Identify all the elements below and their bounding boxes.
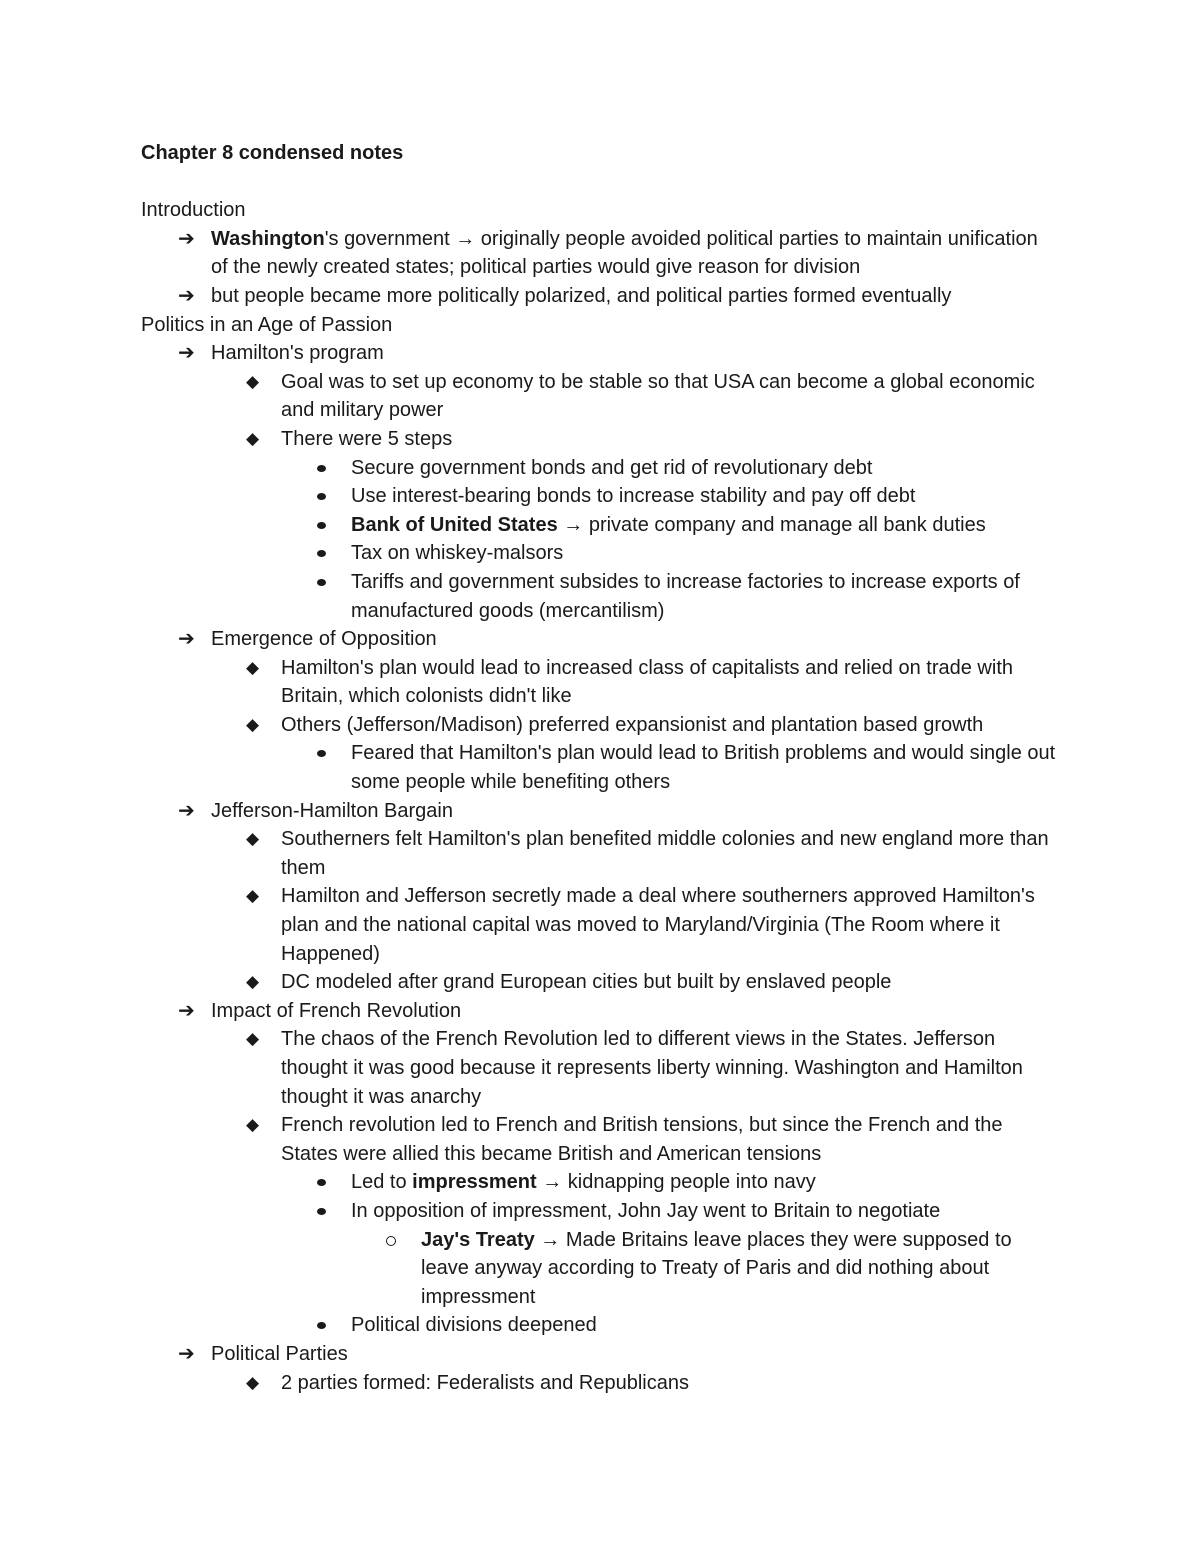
parties-sublist	[211, 1369, 1056, 1398]
list-item	[281, 739, 1056, 796]
bold-term: Washington	[211, 227, 325, 250]
diamond-bullet-icon: ◆	[246, 1115, 260, 1135]
list-item-text: → kidnapping people into navy	[536, 1171, 816, 1194]
diamond-bullet-icon: ◆	[246, 972, 260, 992]
list-item	[141, 997, 1056, 1340]
diamond-bullet-icon: ◆	[246, 886, 260, 906]
list-item	[351, 1226, 1056, 1312]
diamond-bullet-icon: ◆	[246, 1029, 260, 1049]
document-title: Chapter 8 condensed notes	[141, 142, 404, 164]
politics-list	[141, 339, 1056, 1397]
diamond-bullet-icon: ◆	[246, 657, 260, 677]
french-sublist	[211, 1025, 1056, 1340]
list-item-text: French revolution led to French and British tensions, but since the French and the States were allied this became British and American tensions	[281, 1114, 1003, 1165]
list-item-text: Others (Jefferson/Madison) preferred expansionist and plantation based growth	[281, 713, 984, 736]
list-item-text: → private company and manage all bank duties	[557, 513, 986, 536]
section-heading-introduction: Introduction	[141, 199, 246, 222]
bargain-sublist	[211, 825, 1056, 997]
list-item	[211, 654, 1056, 711]
list-item	[141, 625, 1056, 797]
list-item-text: Political divisions deepened	[351, 1314, 597, 1337]
list-item-text: 's government → originally people avoided political parties to maintain unification of the newly created states; political parties would give reason for division	[211, 227, 1038, 279]
bold-term: Jay's Treaty	[421, 1228, 535, 1251]
diamond-bullet-icon: ◆	[246, 1372, 260, 1392]
diamond-bullet-icon: ◆	[246, 829, 260, 849]
list-item-text: Emergence of Opposition	[211, 628, 437, 651]
list-item	[211, 425, 1056, 625]
french-detail-sublist	[281, 1168, 1056, 1340]
list-item	[281, 568, 1056, 625]
dot-bullet-icon	[317, 1322, 326, 1329]
dot-bullet-icon	[317, 579, 326, 586]
list-item-text: In opposition of impressment, John Jay went to Britain to negotiate	[351, 1199, 941, 1222]
list-item	[281, 482, 1056, 511]
list-item-text: Tariffs and government subsides to increase factories to increase exports of manufactured goods (mercantilism)	[351, 570, 1020, 622]
list-item	[211, 1369, 1056, 1398]
section-heading-politics: Politics in an Age of Passion	[141, 313, 393, 336]
list-item	[211, 368, 1056, 425]
list-item	[141, 1340, 1056, 1397]
intro-list	[141, 225, 1056, 311]
dot-bullet-icon	[317, 550, 326, 557]
list-item-text: Jefferson-Hamilton Bargain	[211, 799, 453, 822]
list-item-text: Hamilton's program	[211, 342, 384, 365]
opposition-sublist	[211, 654, 1056, 797]
arrow-bullet-icon: ➔	[178, 628, 195, 651]
list-item-text: Use interest-bearing bonds to increase stability and pay off debt	[351, 485, 916, 508]
list-item-text: Hamilton and Jefferson secretly made a deal where southerners approved Hamilton's plan and the national capital was moved to Maryland/Virginia (The Room where it Happened)	[281, 885, 1035, 965]
list-item-text: The chaos of the French Revolution led to different views in the States. Jefferson thought it was good because it represents liberty winning. Washington and Hamilton thought it was anarchy	[281, 1028, 1023, 1108]
list-item	[211, 1025, 1056, 1111]
list-item-text: Feared that Hamilton's plan would lead to British problems and would single out some people while benefiting others	[351, 742, 1056, 794]
arrow-bullet-icon: ➔	[178, 799, 195, 822]
list-item	[211, 825, 1056, 882]
list-item	[141, 797, 1056, 997]
list-item	[281, 454, 1056, 483]
jay-treaty-sublist	[351, 1226, 1056, 1312]
list-item	[141, 282, 1056, 311]
list-item	[141, 225, 1056, 282]
dot-bullet-icon	[317, 465, 326, 472]
opposition-detail-sublist	[281, 739, 1056, 796]
list-item	[281, 539, 1056, 568]
dot-bullet-icon	[317, 522, 326, 529]
list-item	[281, 1168, 1056, 1197]
list-item	[211, 1111, 1056, 1340]
list-item	[141, 339, 1056, 625]
arrow-bullet-icon: ➔	[178, 342, 195, 365]
dot-bullet-icon	[317, 1179, 326, 1186]
diamond-bullet-icon: ◆	[246, 428, 260, 448]
list-item	[211, 968, 1056, 997]
hamilton-sublist	[211, 368, 1056, 625]
arrow-bullet-icon: ➔	[178, 999, 195, 1022]
list-item-text: Political Parties	[211, 1342, 348, 1365]
list-item-text: Secure government bonds and get rid of revolutionary debt	[351, 456, 873, 479]
diamond-bullet-icon: ◆	[246, 371, 260, 391]
list-item-text: but people became more politically polarized, and political parties formed eventually	[211, 284, 952, 307]
list-item-text: Hamilton's plan would lead to increased class of capitalists and relied on trade with Britain, which colonists didn't like	[281, 656, 1013, 708]
circle-bullet-icon	[386, 1236, 396, 1246]
arrow-bullet-icon: ➔	[178, 227, 195, 250]
list-item-text: Led to	[351, 1171, 413, 1194]
dot-bullet-icon	[317, 493, 326, 500]
list-item-text: There were 5 steps	[281, 427, 453, 450]
list-item	[281, 1197, 1056, 1311]
list-item	[281, 511, 1056, 540]
list-item-text: DC modeled after grand European cities but built by enslaved people	[281, 971, 892, 994]
list-item-text: Goal was to set up economy to be stable so that USA can become a global economic and military power	[281, 370, 1035, 422]
list-item-text: → Made Britains leave places they were supposed to leave anyway according to Treaty of Paris and did nothing about impressment	[421, 1228, 1012, 1308]
diamond-bullet-icon: ◆	[246, 714, 260, 734]
steps-sublist	[281, 454, 1056, 626]
list-item	[211, 882, 1056, 968]
list-item	[281, 1311, 1056, 1340]
dot-bullet-icon	[317, 1208, 326, 1215]
arrow-bullet-icon: ➔	[178, 1342, 195, 1365]
dot-bullet-icon	[317, 750, 326, 757]
bold-term: Bank of United States	[351, 513, 558, 536]
arrow-bullet-icon: ➔	[178, 284, 195, 307]
bold-term: impressment	[412, 1171, 537, 1194]
list-item-text: Southerners felt Hamilton's plan benefited middle colonies and new england more than them	[281, 828, 1049, 879]
list-item	[211, 711, 1056, 797]
document-body	[141, 139, 1056, 1397]
list-item-text: Tax on whiskey-malsors	[351, 542, 564, 565]
list-item-text: 2 parties formed: Federalists and Republicans	[281, 1371, 689, 1394]
list-item-text: Impact of French Revolution	[211, 999, 462, 1022]
